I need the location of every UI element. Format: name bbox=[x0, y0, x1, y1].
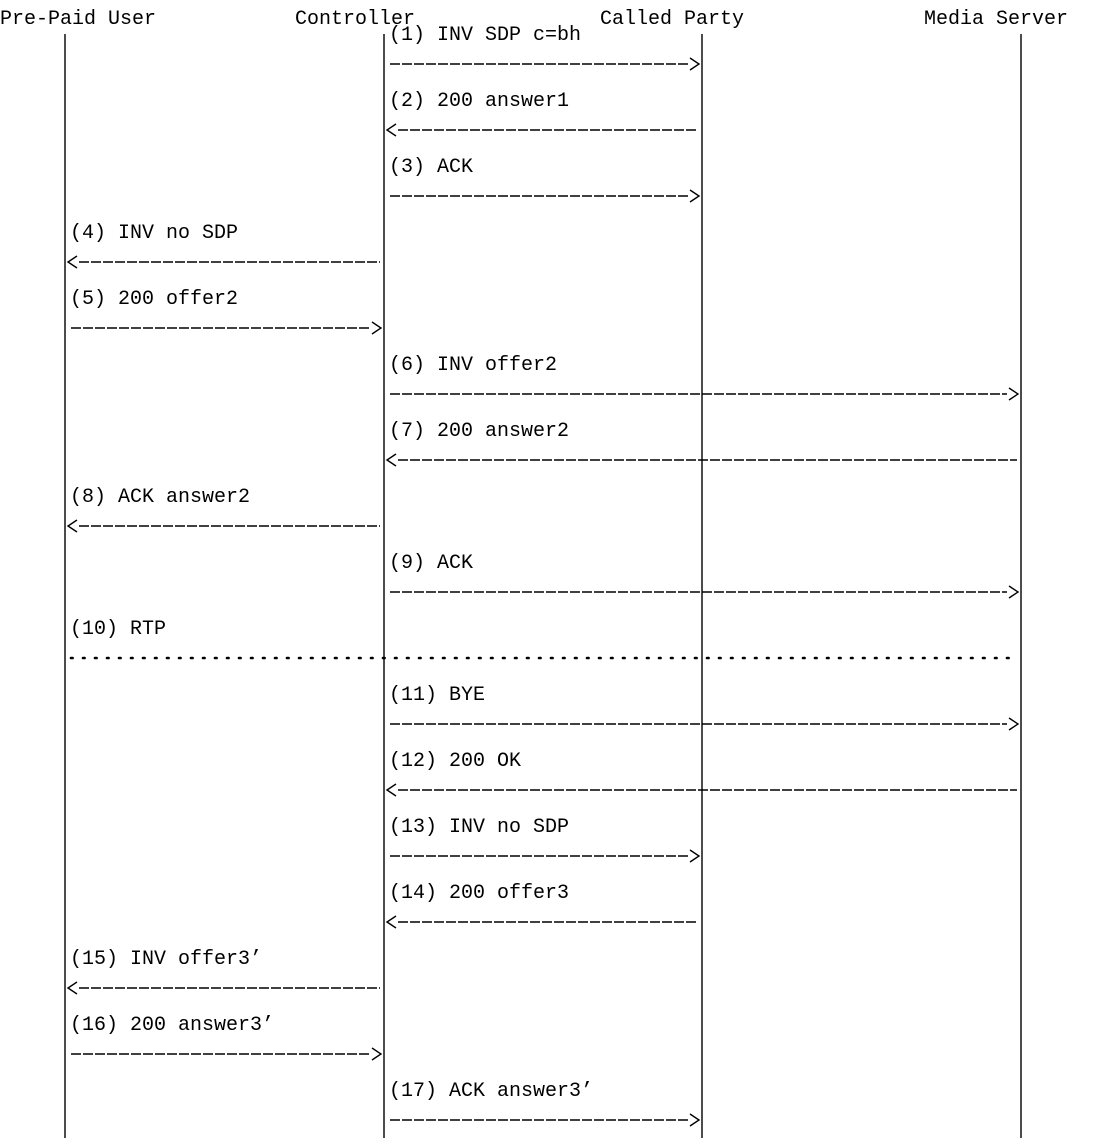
arrow-head bbox=[68, 982, 77, 994]
message-label: (10) RTP bbox=[70, 618, 167, 641]
message-label: (13) INV no SDP bbox=[389, 816, 570, 839]
message-label: (2) 200 answer1 bbox=[389, 90, 570, 113]
arrow-head bbox=[387, 454, 396, 466]
arrow-head bbox=[690, 190, 699, 202]
message-label: (16) 200 answer3’ bbox=[70, 1014, 275, 1037]
arrow-head bbox=[387, 124, 396, 136]
message-label: (8) ACK answer2 bbox=[70, 486, 251, 509]
arrow-head bbox=[387, 784, 396, 796]
message-label: (4) INV no SDP bbox=[70, 222, 239, 245]
message-label: (17) ACK answer3’ bbox=[389, 1080, 594, 1103]
message-label: (5) 200 offer2 bbox=[70, 288, 239, 311]
participant-label-user: Pre-Paid User bbox=[0, 8, 157, 31]
arrow-head bbox=[68, 256, 77, 268]
message-label: (6) INV offer2 bbox=[389, 354, 558, 377]
arrow-head bbox=[1009, 586, 1018, 598]
arrow-head bbox=[1009, 388, 1018, 400]
arrow-head bbox=[372, 1048, 381, 1060]
participant-label-called: Called Party bbox=[600, 8, 745, 31]
message-label: (14) 200 offer3 bbox=[389, 882, 570, 905]
message-label: (1) INV SDP c=bh bbox=[389, 24, 582, 47]
message-label: (15) INV offer3’ bbox=[70, 948, 263, 971]
message-label: (11) BYE bbox=[389, 684, 486, 707]
arrow-head bbox=[372, 322, 381, 334]
arrow-head bbox=[690, 58, 699, 70]
message-label: (3) ACK bbox=[389, 156, 474, 179]
message-label: (7) 200 answer2 bbox=[389, 420, 570, 443]
participant-label-media: Media Server bbox=[924, 8, 1069, 31]
participant-label-controller: Controller bbox=[295, 8, 416, 31]
arrow-head bbox=[690, 850, 699, 862]
arrow-head bbox=[68, 520, 77, 532]
arrow-head bbox=[1009, 718, 1018, 730]
message-label: (12) 200 OK bbox=[389, 750, 522, 773]
arrow-head bbox=[387, 916, 396, 928]
arrow-head bbox=[690, 1114, 699, 1126]
message-label: (9) ACK bbox=[389, 552, 474, 575]
